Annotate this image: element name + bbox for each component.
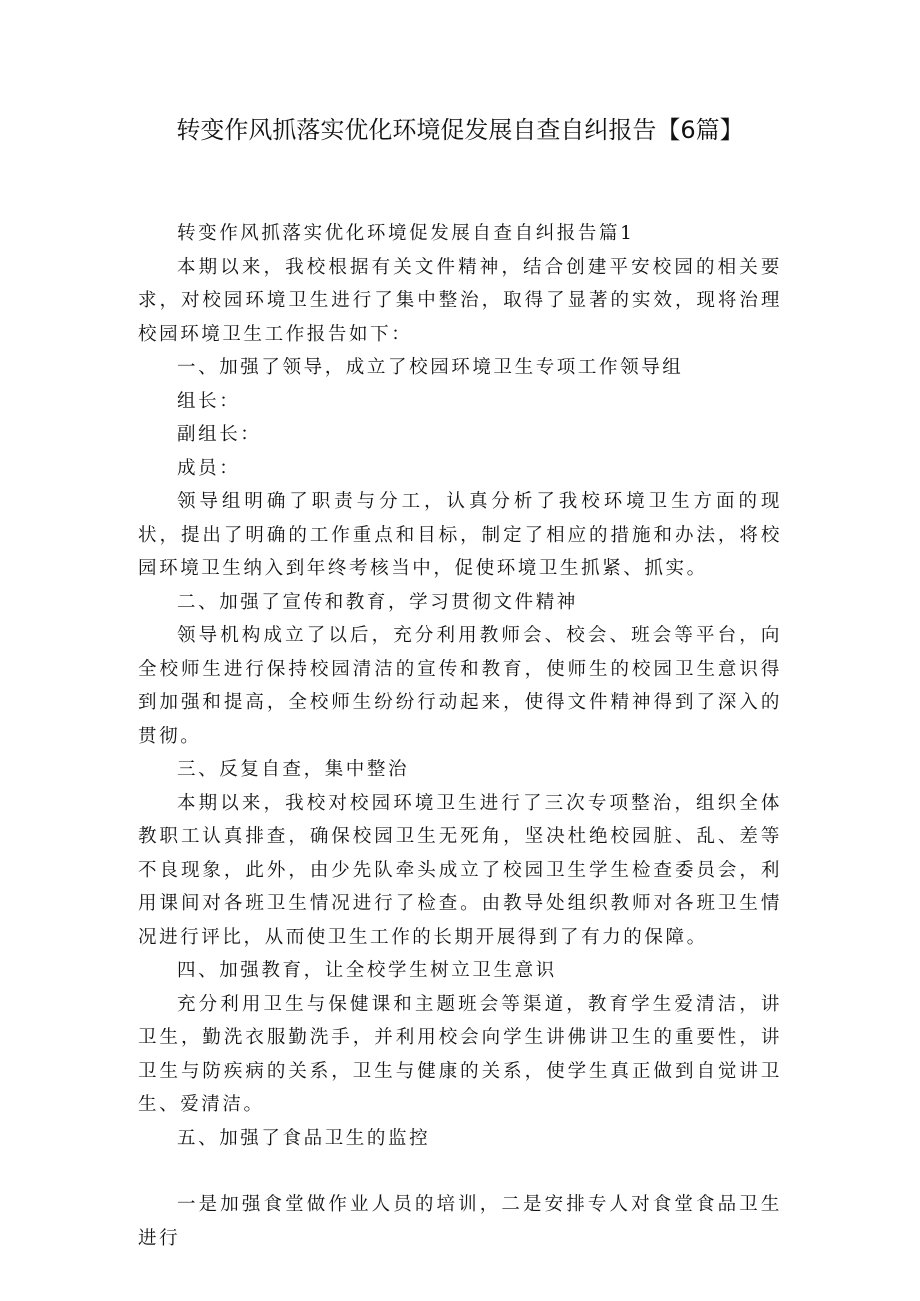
section-1-heading: 一、加强了领导，成立了校园环境卫生专项工作领导组: [177, 357, 684, 378]
document-body: [138, 217, 782, 1255]
section-5-heading: 五、加强了食品卫生的监控: [177, 1127, 431, 1149]
section-2-paragraph: 领导机构成立了以后，充分利用教师会、校会、班会等平台，向全校师生进行保持校园清洁的宣传和教育，使师生的校园卫生意识得到加强和提高，全校师生纷纷行动起来，使得文件精神得到了深入的贯彻。: [138, 625, 782, 747]
leader-line: 组长：: [177, 390, 241, 412]
section-2-heading: 二、加强了宣传和教育，学习贯彻文件精神: [177, 591, 578, 613]
report-subtitle: 转变作风抓落实优化环境促发展自查自纠报告篇1: [177, 223, 635, 244]
section-5-paragraph: 一是加强食堂做作业人员的培训，二是安排专人对食堂食品卫生进行: [138, 1194, 782, 1249]
section-3-paragraph: 本期以来，我校对校园环境卫生进行了三次专项整治，组织全体教职工认真排查，确保校园卫生无死角，坚决杜绝校园脏、乱、差等不良现象，此外，由少先队牵头成立了校园卫生学生检查委员会，利用课间对各班卫生情况进行了检查。由教导处组织教师对各班卫生情况进行评比，从而使卫生工作的长期开展得到了有力的保障。: [138, 792, 782, 948]
section-1-paragraph: 领导组明确了职责与分工，认真分析了我校环境卫生方面的现状，提出了明确的工作重点和目标，制定了相应的措施和办法，将校园环境卫生纳入到年终考核当中，促使环境卫生抓紧、抓实。: [138, 491, 782, 579]
section-4-paragraph: 充分利用卫生与保健课和主题班会等渠道，教育学生爱清洁，讲卫生，勤洗衣服勤洗手，并利用校会向学生讲佛讲卫生的重要性，讲卫生与防疾病的关系，卫生与健康的关系，使学生真正做到自觉讲卫生、爱清洁。: [138, 993, 782, 1115]
deputy-leader-line: 副组长：: [177, 424, 262, 445]
intro-paragraph: 本期以来，我校根据有关文件精神，结合创建平安校园的相关要求，对校园环境卫生进行了集中整治，取得了显著的实效，现将治理校园环境卫生工作报告如下：: [138, 256, 782, 345]
page-title: 转变作风抓落实优化环境促发展自查自纠报告【6篇】: [176, 116, 744, 144]
section-4-heading: 四、加强教育，让全校学生树立卫生意识: [177, 960, 557, 981]
members-line: 成员：: [177, 457, 241, 479]
paragraph-gap: [138, 1155, 782, 1188]
section-3-heading: 三、反复自查，集中整治: [177, 759, 410, 780]
